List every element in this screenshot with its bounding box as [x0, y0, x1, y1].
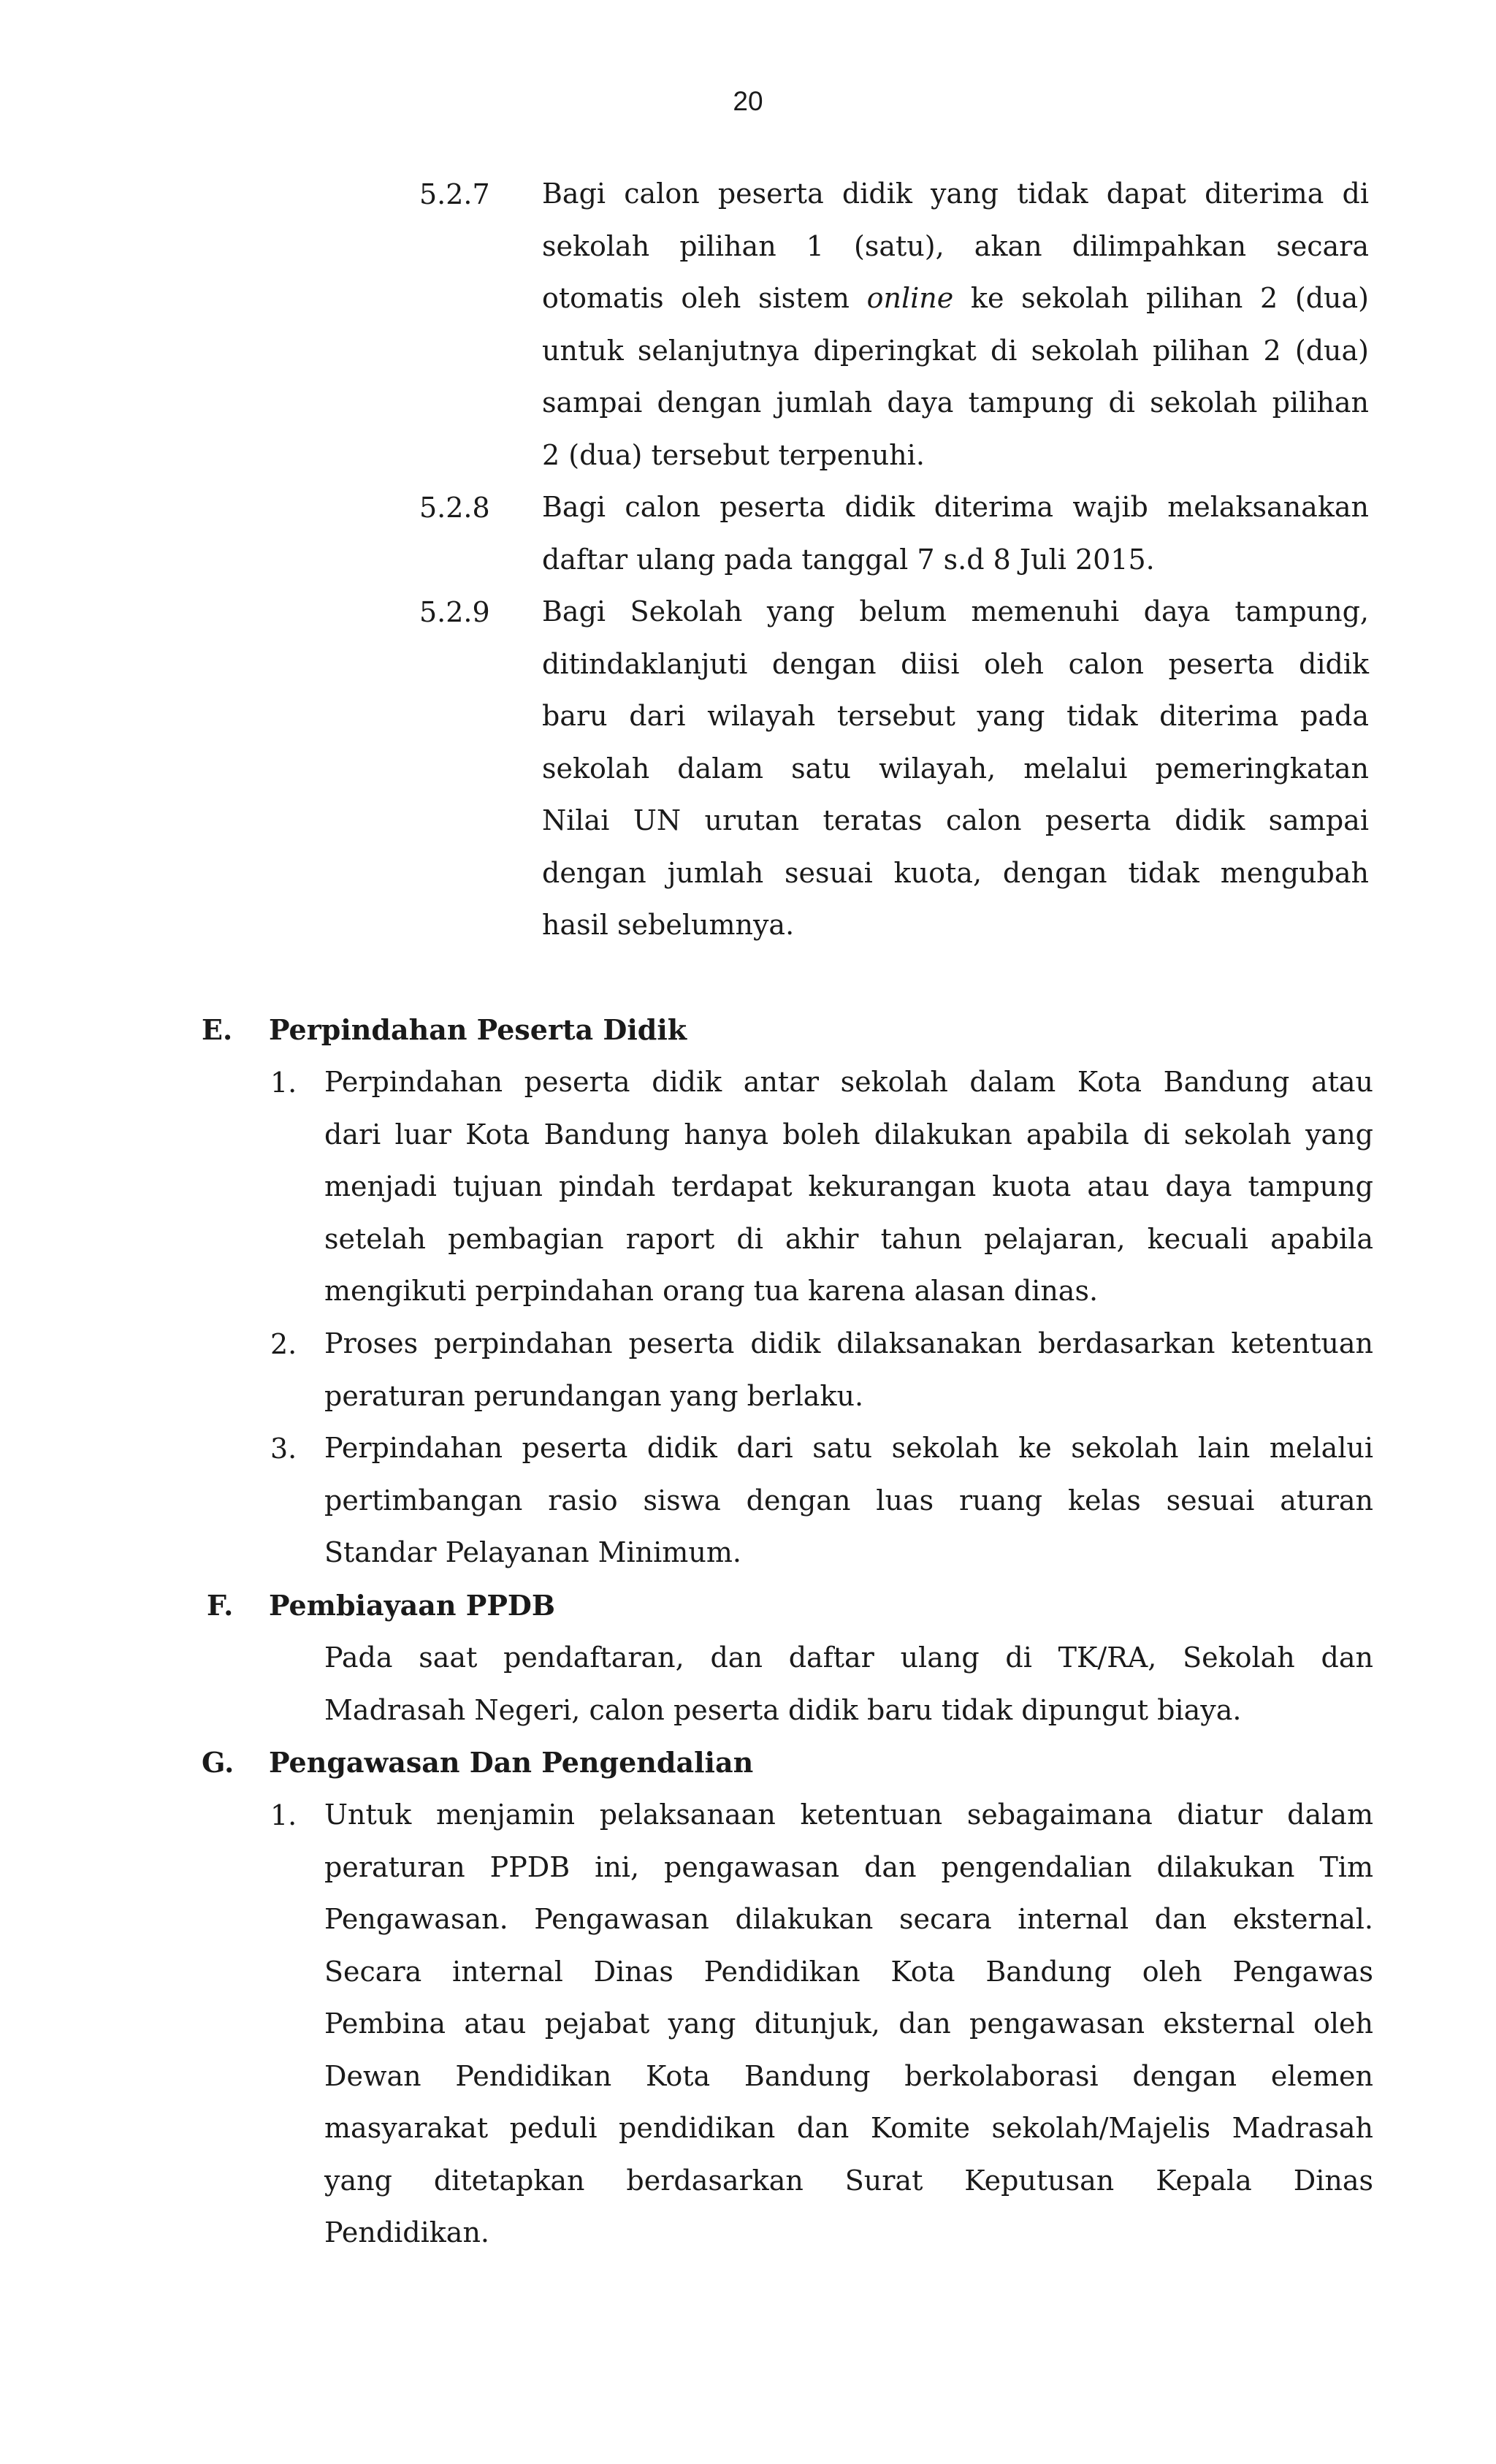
text-line: Bagi Sekolah yang belum memenuhi daya tampung, — [542, 595, 1369, 628]
item-number: 3. — [270, 1433, 297, 1465]
subitem-number: 5.2.8 — [419, 492, 490, 524]
text-line: Pengawasan. Pengawasan dilakukan secara internal dan eksternal. — [324, 1903, 1373, 1935]
text-line: yang ditetapkan berdasarkan Surat Keputusan Kepala Dinas — [324, 2164, 1373, 2197]
text-line: Untuk menjamin pelaksanaan ketentuan sebagaimana diatur dalam — [324, 1799, 1373, 1831]
text-line: daftar ulang pada tanggal 7 s.d 8 Juli 2015. — [542, 543, 1155, 576]
text-line: Nilai UN urutan teratas calon peserta didik sampai — [542, 804, 1369, 836]
section-letter: F. — [207, 1589, 234, 1622]
item-body — [324, 1422, 1373, 1579]
text-line: masyarakat peduli pendidikan dan Komite sekolah/Majelis Madrasah — [324, 2112, 1373, 2144]
item-number: 1. — [270, 1067, 297, 1099]
text-line: peraturan perundangan yang berlaku. — [324, 1379, 864, 1412]
section-title: Perpindahan Peserta Didik — [269, 1013, 687, 1046]
text-line: sampai dengan jumlah daya tampung di sekolah pilihan — [542, 386, 1369, 419]
text-line: ditindaklanjuti dengan diisi oleh calon peserta didik — [542, 647, 1369, 680]
text-line: Perpindahan peserta didik antar sekolah dalam Kota Bandung atau — [324, 1066, 1373, 1098]
section-title: Pengawasan Dan Pengendalian — [269, 1746, 754, 1779]
text-line: Perpindahan peserta didik dari satu sekolah ke sekolah lain melalui — [324, 1432, 1373, 1464]
text-line: Standar Pelayanan Minimum. — [324, 1536, 741, 1568]
italic-term: online — [866, 282, 954, 314]
text-line: sekolah pilihan 1 (satu), akan dilimpahkan secara — [542, 229, 1369, 262]
text-line: baru dari wilayah tersebut yang tidak diterima pada — [542, 700, 1369, 732]
text-line: Bagi calon peserta didik yang tidak dapat diterima di — [542, 178, 1369, 210]
text-line: dengan jumlah sesuai kuota, dengan tidak mengubah — [542, 856, 1369, 889]
text-segment: otomatis oleh sistem — [542, 282, 867, 314]
section-letter: E. — [202, 1013, 233, 1046]
text-line: Madrasah Negeri, calon peserta didik baru tidak dipungut biaya. — [324, 1693, 1242, 1726]
text-line: Dewan Pendidikan Kota Bandung berkolaborasi dengan elemen — [324, 2059, 1373, 2092]
text-line: untuk selanjutnya diperingkat di sekolah pilihan 2 (dua) — [542, 334, 1369, 367]
text-line: 2 (dua) tersebut terpenuhi. — [542, 438, 925, 471]
subitem-number: 5.2.7 — [419, 178, 490, 210]
page-number: 20 — [733, 86, 763, 116]
section-letter: G. — [202, 1746, 234, 1779]
text-line: setelah pembagian raport di akhir tahun pelajaran, kecuali apabila — [324, 1222, 1373, 1255]
text-line: Proses perpindahan peserta didik dilaksanakan berdasarkan ketentuan — [324, 1327, 1373, 1359]
text-line: Pada saat pendaftaran, dan daftar ulang di TK/RA, Sekolah dan — [324, 1641, 1373, 1674]
item-number: 2. — [270, 1328, 297, 1360]
text-line: hasil sebelumnya. — [542, 909, 795, 941]
text-line: menjadi tujuan pindah terdapat kekurangan kuota atau daya tampung — [324, 1170, 1373, 1202]
text-line: dari luar Kota Bandung hanya boleh dilakukan apabila di sekolah yang — [324, 1118, 1373, 1151]
paragraph-body — [324, 1632, 1373, 1736]
text-line: mengikuti perpindahan orang tua karena alasan dinas. — [324, 1275, 1099, 1307]
text-line: sekolah dalam satu wilayah, melalui pemeringkatan — [542, 752, 1369, 785]
subitem-body — [542, 586, 1369, 952]
text-line: Secara internal Dinas Pendidikan Kota Bandung oleh Pengawas — [324, 1955, 1373, 1988]
subitem-body — [542, 481, 1369, 586]
subitem-number: 5.2.9 — [419, 596, 490, 628]
text-line: Pendidikan. — [324, 2216, 490, 2249]
subitem-body — [542, 168, 1369, 481]
item-number: 1. — [270, 1799, 297, 1831]
section-title: Pembiayaan PPDB — [269, 1589, 555, 1622]
text-line: pertimbangan rasio siswa dengan luas ruang kelas sesuai aturan — [324, 1484, 1373, 1517]
text-line: Pembina atau pejabat yang ditunjuk, dan pengawasan eksternal oleh — [324, 2007, 1373, 2040]
text-line: Bagi calon peserta didik diterima wajib melaksanakan — [542, 491, 1369, 523]
text-line: peraturan PPDB ini, pengawasan dan pengendalian dilakukan Tim — [324, 1850, 1373, 1883]
item-body — [324, 1056, 1373, 1318]
item-body — [324, 1318, 1373, 1422]
text-segment: ke sekolah pilihan 2 (dua) — [953, 282, 1369, 314]
text-line — [542, 272, 1369, 325]
item-body — [324, 1789, 1373, 2259]
